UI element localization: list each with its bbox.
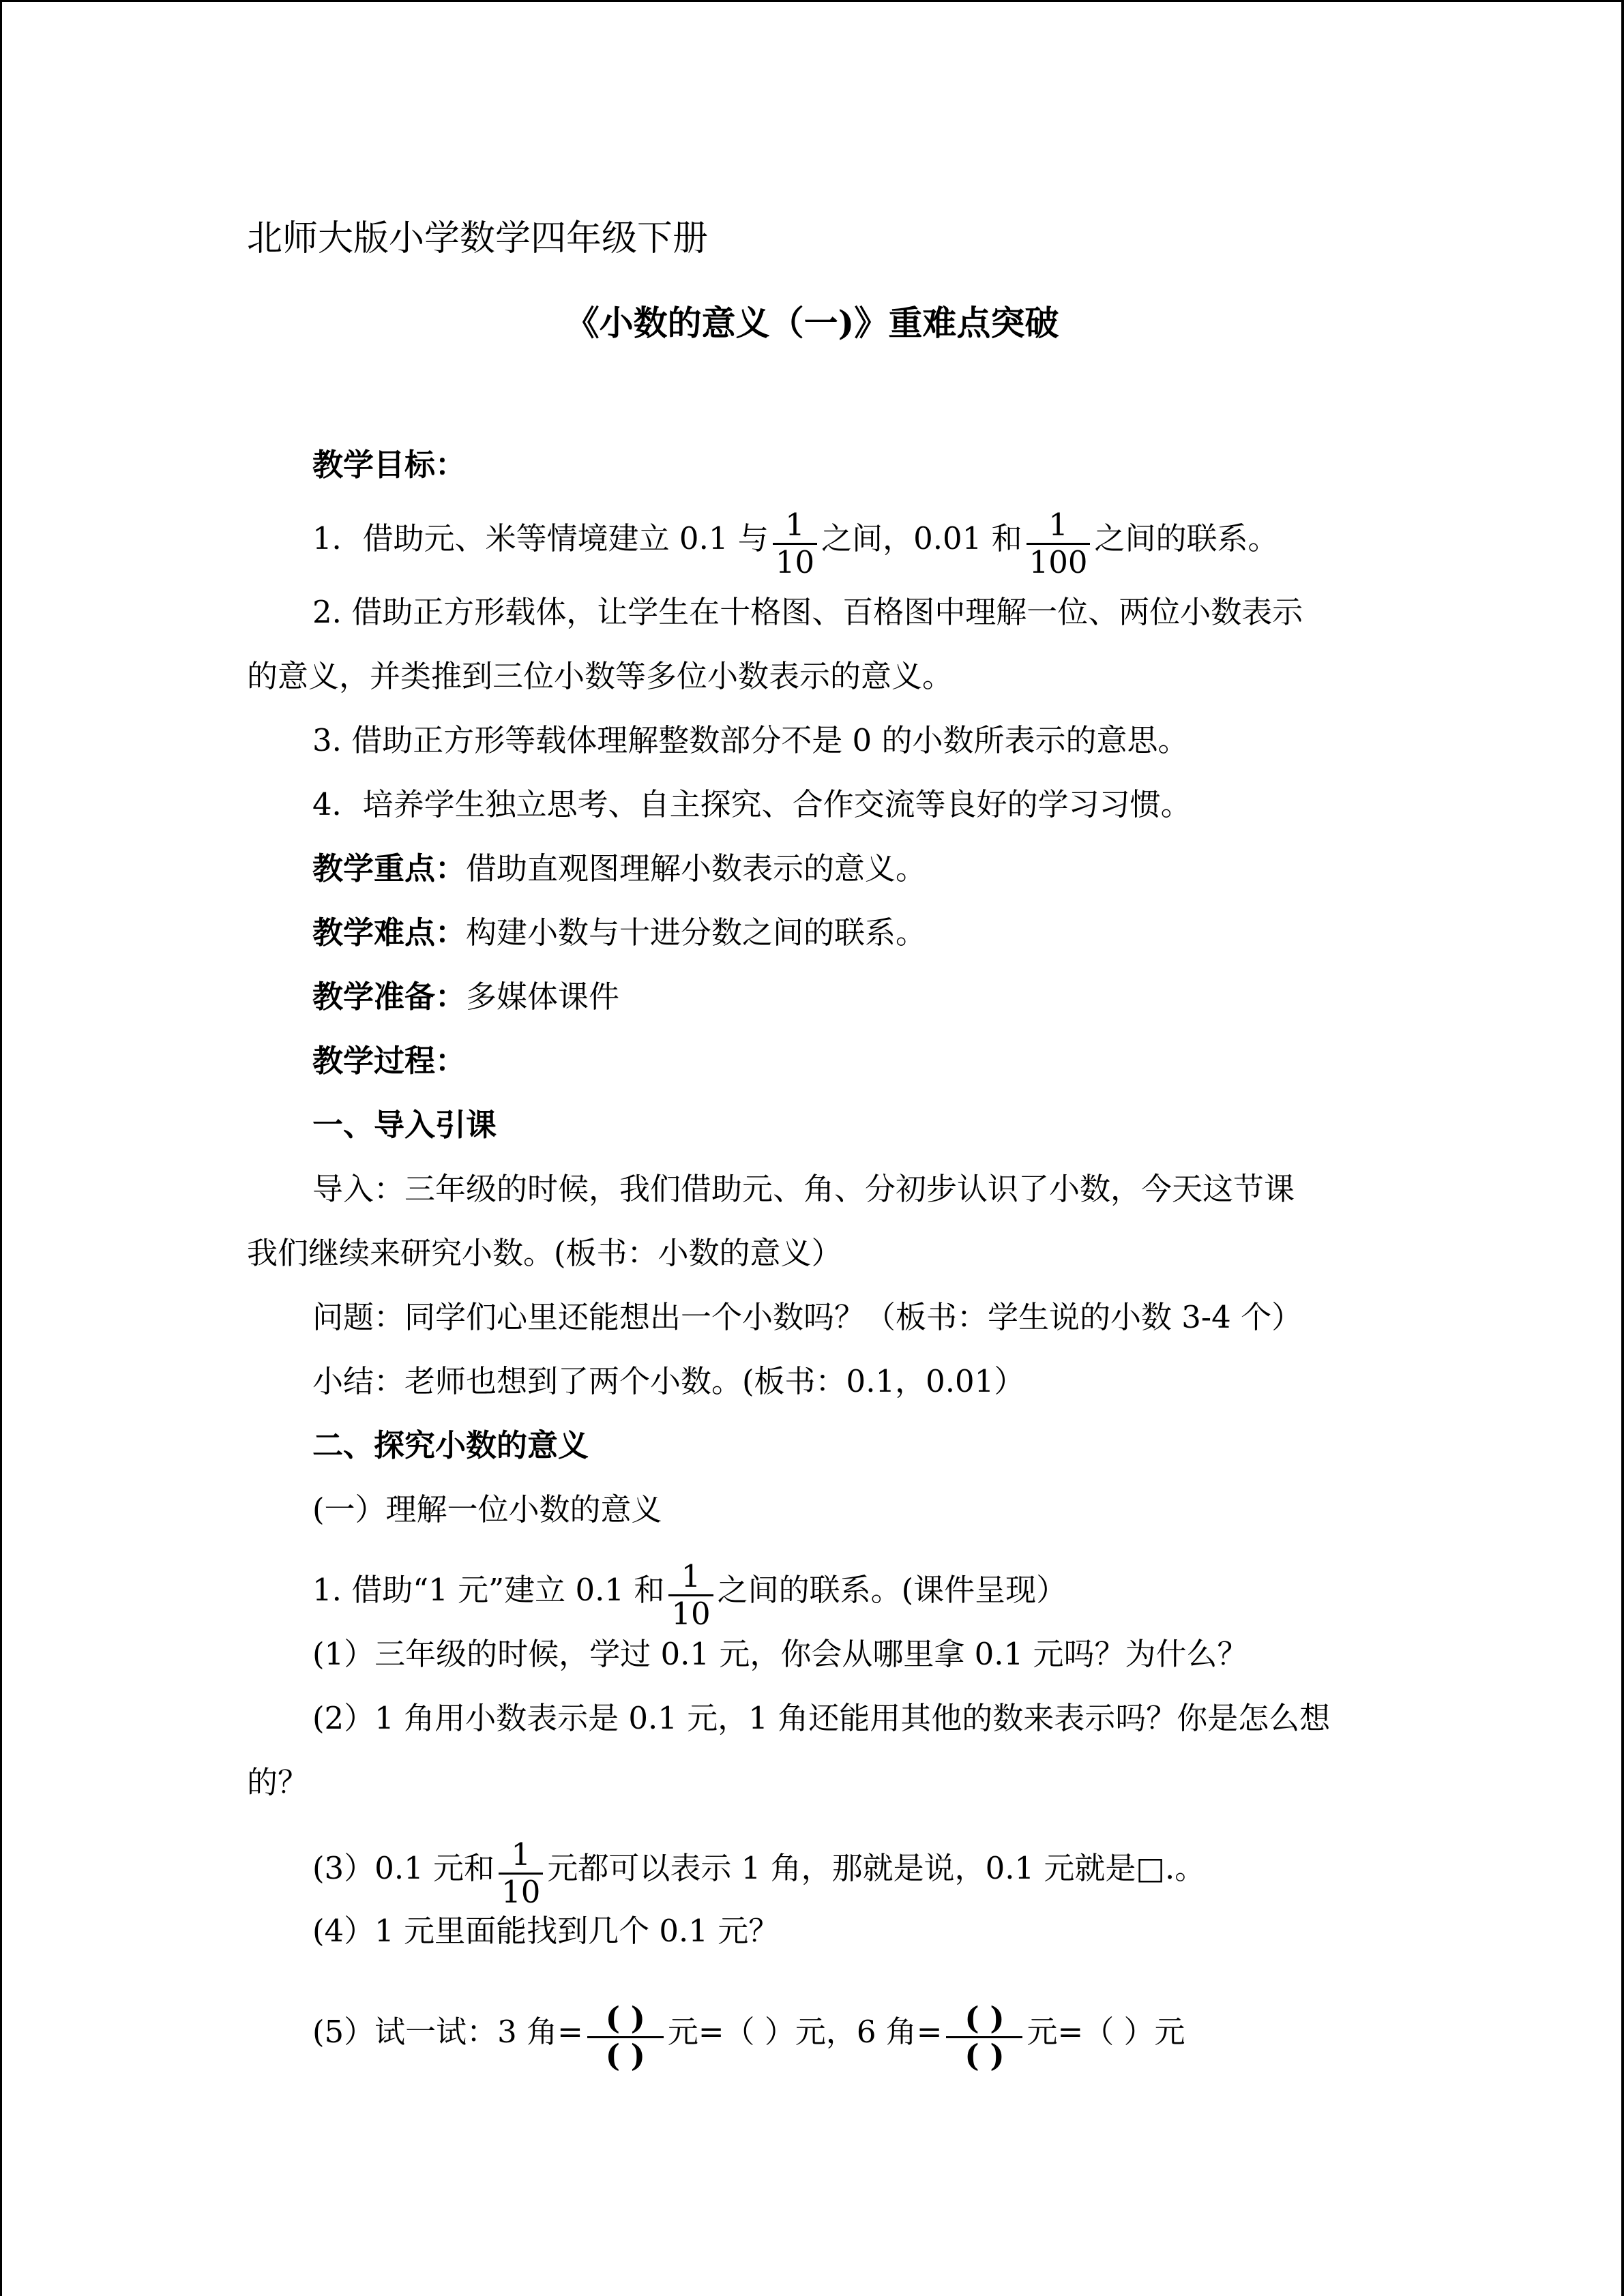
- goal-2-line-2: 的意义，并类推到三位小数等多位小数表示的意义。: [247, 658, 954, 694]
- intro-line-1: 导入：三年级的时候，我们借助元、角、分初步认识了小数，今天这节课: [312, 1171, 1295, 1207]
- question-3-text-a: (3）0.1 元和: [312, 1850, 495, 1886]
- fraction-one-hundredth: $\frac{1}{100}$: [1027, 507, 1091, 580]
- key-point: [0, 848, 1624, 889]
- question-1: (1）三年级的时候，学过 0.1 元，你会从哪里拿 0.1 元吗？为什么？: [312, 1636, 1248, 1672]
- section-2-heading: 二、探究小数的意义: [312, 1427, 589, 1463]
- fraction-one-tenth: $\frac{1}{10}$: [499, 1837, 543, 1910]
- question-2-line-2: 的？: [247, 1764, 309, 1800]
- goal-3: 3. 借助正方形等载体理解整数部分不是 0 的小数所表示的意思。: [312, 722, 1189, 758]
- question-5-text-a: (5）试一试：3 角=: [312, 2014, 583, 2050]
- item-1-text-a: 1. 借助“1 元”建立 0.1 和: [312, 1572, 665, 1608]
- key-point-label: 教学重点：: [312, 850, 467, 886]
- blank-fraction: $\frac{( )}{( )}$: [946, 2001, 1022, 2074]
- document-header: 北师大版小学数学四年级下册: [247, 218, 709, 259]
- fraction-one-tenth: $\frac{1}{10}$: [668, 1559, 713, 1632]
- goal-1: [0, 505, 1624, 578]
- question-5: [0, 1998, 1624, 2074]
- goal-4: 4．培养学生独立思考、自主探究、合作交流等良好的学习习惯。: [312, 786, 1192, 822]
- preparation-text: 多媒体课件: [466, 979, 620, 1015]
- summary-line: 小结：老师也想到了两个小数。(板书：0.1，0.01）: [312, 1363, 1025, 1399]
- preparation: [0, 976, 1624, 1017]
- question-2-line-1: (2）1 角用小数表示是 0.1 元，1 角还能用其他的数来表示吗？你是怎么想: [312, 1700, 1331, 1736]
- question-5-text-c: 元=（ ）元: [1027, 2014, 1185, 2050]
- process-heading: 教学过程：: [312, 1043, 467, 1079]
- intro-line-2: 我们继续来研究小数。(板书：小数的意义）: [247, 1235, 842, 1271]
- goal-1-text-b: 之间，0.01 和: [821, 520, 1022, 556]
- question-4: (4）1 元里面能找到几个 0.1 元？: [312, 1913, 780, 1949]
- item-1: [0, 1556, 1624, 1632]
- subsection-1-heading: (一）理解一位小数的意义: [312, 1491, 662, 1527]
- question-line: 问题：同学们心里还能想出一个小数吗？（板书：学生说的小数 3-4 个）: [312, 1299, 1303, 1335]
- question-3: [0, 1834, 1624, 1910]
- document-title: 《小数的意义（一)》重难点突破: [565, 303, 1059, 343]
- goal-2-line-1: 2. 借助正方形载体，让学生在十格图、百格图中理解一位、两位小数表示: [312, 594, 1303, 630]
- difficulty-label: 教学难点：: [312, 914, 467, 951]
- page-border-top: [0, 0, 1624, 2]
- question-3-text-b: 元都可以表示 1 角，那就是说，0.1 元就是□.。: [547, 1850, 1206, 1886]
- section-1-heading: 一、导入引课: [312, 1107, 497, 1143]
- fraction-one-tenth: $\frac{1}{10}$: [773, 507, 817, 580]
- question-5-text-b: 元=（ ）元，6 角=: [667, 2014, 943, 2050]
- goal-1-text-a: 1．借助元、米等情境建立 0.1 与: [312, 520, 769, 556]
- goals-heading: 教学目标：: [312, 447, 467, 483]
- blank-fraction: $\frac{( )}{( )}$: [587, 2001, 664, 2074]
- goal-1-text-c: 之间的联系。: [1094, 520, 1279, 556]
- key-point-text: 借助直观图理解小数表示的意义。: [466, 850, 927, 886]
- difficulty: [0, 912, 1624, 953]
- item-1-text-b: 之间的联系。(课件呈现）: [717, 1572, 1067, 1608]
- difficulty-text: 构建小数与十进分数之间的联系。: [466, 914, 927, 951]
- preparation-label: 教学准备：: [312, 979, 467, 1015]
